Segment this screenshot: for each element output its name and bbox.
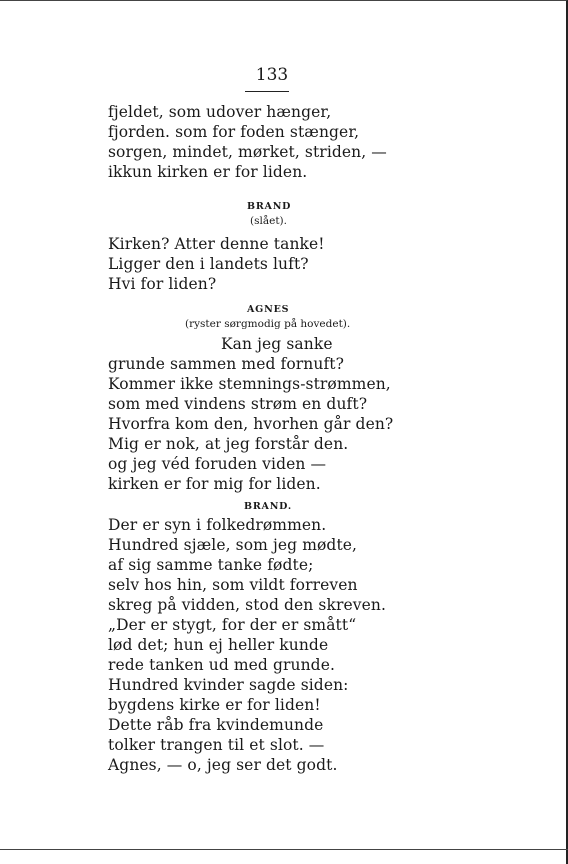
verse-line: rede tanken ud med grunde.: [108, 656, 336, 674]
stanza-1: [108, 102, 387, 182]
verse-line: Hundred sjæle, som jeg mødte,: [108, 536, 358, 554]
verse-line: og jeg véd foruden viden —: [108, 455, 327, 473]
verse-line: Hundred kvinder sagde siden:: [108, 676, 349, 694]
verse-line: Dette råb fra kvindemunde: [108, 716, 324, 734]
verse-line: Hvi for liden?: [108, 275, 217, 293]
page-bottom-edge: [0, 849, 568, 850]
verse-line: Ligger den i landets luft?: [108, 255, 309, 273]
verse-line: Der er syn i folkedrømmen.: [108, 516, 327, 534]
verse-line: grunde sammen med fornuft?: [108, 355, 345, 373]
speaker-name: AGNES: [247, 304, 290, 315]
verse-line: bygdens kirke er for liden!: [108, 696, 321, 714]
verse-line: lød det; hun ej heller kunde: [108, 636, 329, 654]
verse-line: selv hos hin, som vildt forreven: [108, 576, 358, 594]
stage-direction: (slået).: [250, 215, 287, 227]
verse-line: Mig er nok, at jeg forstår den.: [108, 435, 349, 453]
verse-line: fjeldet, som udover hænger,: [108, 103, 332, 121]
stanza-3: [108, 334, 393, 494]
verse-line: Agnes, — o, jeg ser det godt.: [108, 756, 338, 774]
verse-line: kirken er for mig for liden.: [108, 475, 321, 493]
page-number: 133: [255, 65, 289, 85]
verse-line: Kirken? Atter denne tanke!: [108, 235, 325, 253]
verse-line: af sig samme tanke fødte;: [108, 556, 314, 574]
stage-direction: (ryster sørgmodig på hovedet).: [185, 318, 351, 330]
stanza-4: [108, 515, 386, 775]
speaker-name: BRAND: [247, 201, 292, 212]
verse-line: fjorden. som for foden stænger,: [108, 123, 360, 141]
verse-line: „Der er stygt, for der er smått“: [108, 616, 357, 634]
speaker-name: BRAND.: [244, 501, 292, 512]
verse-line: som med vindens strøm en duft?: [108, 395, 368, 413]
verse-line: skreg på vidden, stod den skreven.: [108, 596, 386, 614]
page-number-rule: [245, 91, 289, 92]
stanza-2: [108, 234, 325, 294]
verse-line: Kommer ikke stemnings-strømmen,: [108, 375, 391, 393]
verse-line: sorgen, mindet, mørket, striden, —: [108, 143, 387, 161]
verse-line: Hvorfra kom den, hvorhen går den?: [108, 415, 394, 433]
verse-line: ikkun kirken er for liden.: [108, 163, 308, 181]
verse-line: tolker trangen til et slot. —: [108, 736, 325, 754]
verse-line: Kan jeg sanke: [221, 335, 333, 353]
